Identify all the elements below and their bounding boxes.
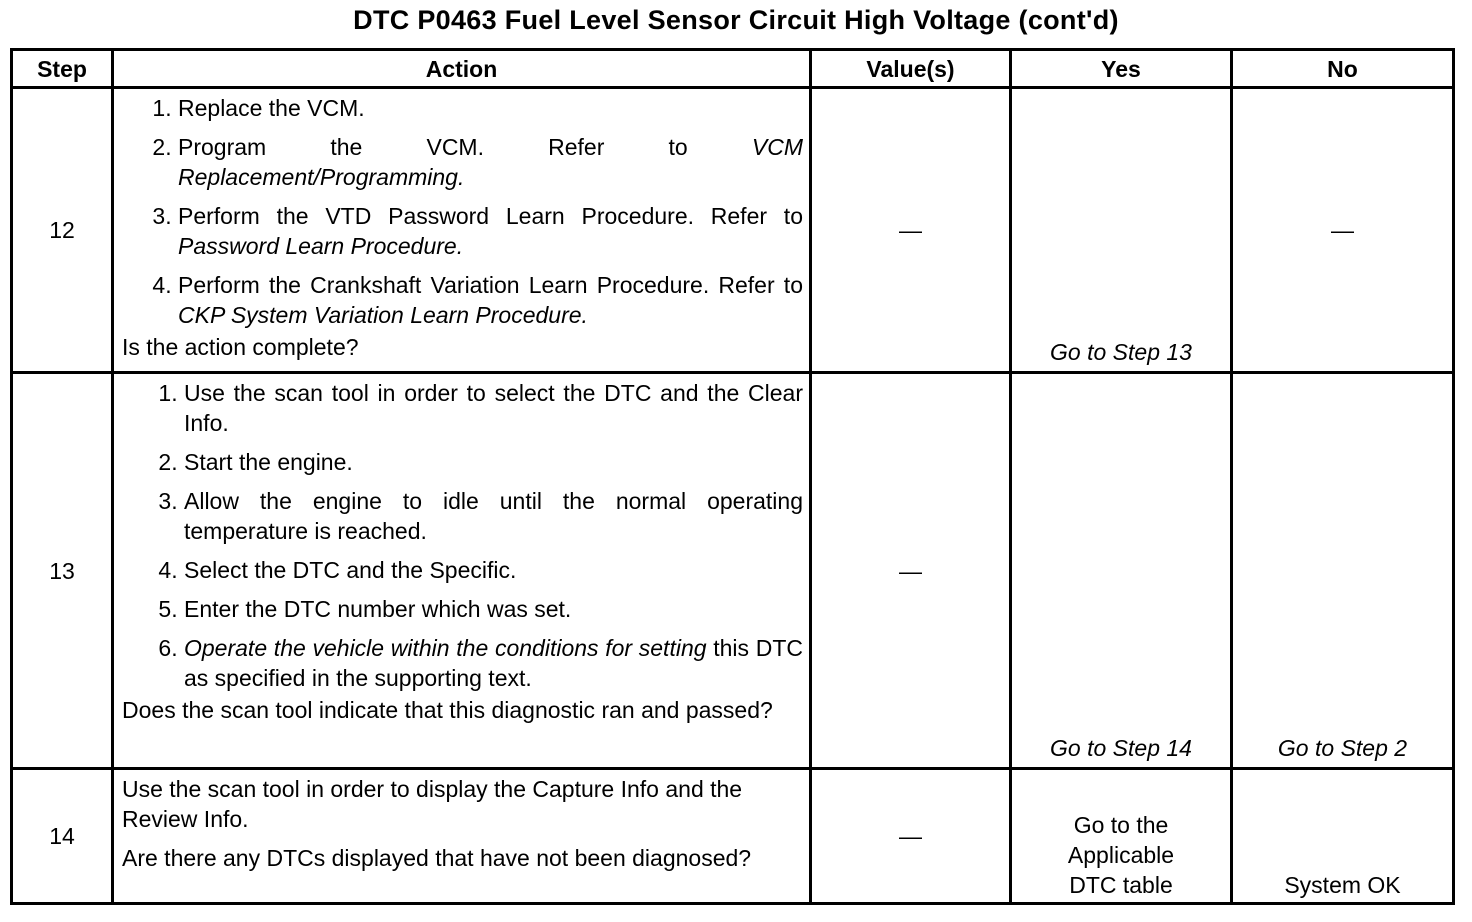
action-question: Are there any DTCs displayed that have not been diagnosed? <box>122 845 752 871</box>
reference-link: CKP System Variation Learn Procedure. <box>178 302 588 328</box>
yes-result-line: Applicable <box>1067 842 1175 868</box>
step-text: Perform the Crankshaft Variation Learn Procedure. Refer to <box>178 272 803 298</box>
step-text: Program the VCM. Refer to <box>178 134 752 160</box>
yes-cell <box>1011 769 1232 904</box>
action-cell <box>113 373 811 769</box>
action-question: Is the action complete? <box>122 334 359 360</box>
step-text: Select the DTC and the Specific. <box>184 557 517 583</box>
list-item <box>178 93 803 123</box>
value-cell: — <box>811 373 1011 769</box>
list-item <box>178 132 803 192</box>
value-cell: — <box>811 88 1011 373</box>
action-steps-list <box>122 93 803 330</box>
action-cell <box>113 769 811 904</box>
step-text: Use the scan tool in order to select the DTC and the Clear Info. <box>184 380 803 436</box>
no-result: Go to Step 2 <box>1277 735 1408 761</box>
diagnostic-table <box>10 48 1455 905</box>
step-text: Start the engine. <box>184 449 353 475</box>
reference-link: Password Learn Procedure. <box>178 233 464 259</box>
yes-result-line: DTC table <box>1069 872 1173 898</box>
reference-link: VCM Replacement/Programming. <box>178 134 803 190</box>
table-row <box>12 769 1454 904</box>
table-row <box>12 373 1454 769</box>
column-header-values: Value(s) <box>811 50 1011 88</box>
yes-result: Go to Step 14 <box>1050 735 1192 761</box>
page-title: DTC P0463 Fuel Level Sensor Circuit High Voltage (cont'd) <box>353 5 1119 35</box>
step-number: 14 <box>12 769 113 904</box>
column-header-no: No <box>1232 50 1454 88</box>
step-text: Enter the DTC number which was set. <box>184 596 572 622</box>
step-number: 13 <box>12 373 113 769</box>
yes-cell <box>1011 373 1232 769</box>
list-item <box>184 486 803 546</box>
action-steps-list <box>122 378 803 693</box>
table-row <box>12 88 1454 373</box>
list-item <box>184 594 803 624</box>
list-item <box>178 201 803 261</box>
list-item <box>178 270 803 330</box>
step-text: this DTC as specified in the supporting text. <box>184 635 803 691</box>
step-text: Replace the VCM. <box>178 95 365 121</box>
yes-result: Go to Step 13 <box>1050 339 1192 365</box>
list-item <box>184 555 803 585</box>
step-number: 12 <box>12 88 113 373</box>
list-item <box>184 447 803 477</box>
step-text: Perform the VTD Password Learn Procedure. Refer to <box>178 203 803 229</box>
list-item <box>184 633 803 693</box>
no-cell: — <box>1232 88 1454 373</box>
action-question: Does the scan tool indicate that this diagnostic ran and passed? <box>122 697 773 723</box>
step-text-emphasis: Operate the vehicle within the conditions for setting <box>184 635 707 661</box>
header-row <box>12 50 1454 88</box>
no-cell <box>1232 373 1454 769</box>
value-cell: — <box>811 769 1011 904</box>
no-cell <box>1232 769 1454 904</box>
yes-result <box>1012 810 1230 900</box>
no-result: System OK <box>1284 872 1401 898</box>
yes-result-line: Go to the <box>1073 812 1169 838</box>
list-item <box>184 378 803 438</box>
action-instruction: Use the scan tool in order to display the Capture Info and the Review Info. <box>122 776 743 832</box>
action-cell <box>113 88 811 373</box>
column-header-step: Step <box>12 50 113 88</box>
step-text: Allow the engine to idle until the normal operating temperature is reached. <box>184 488 803 544</box>
yes-cell <box>1011 88 1232 373</box>
column-header-action: Action <box>113 50 811 88</box>
column-header-yes: Yes <box>1011 50 1232 88</box>
